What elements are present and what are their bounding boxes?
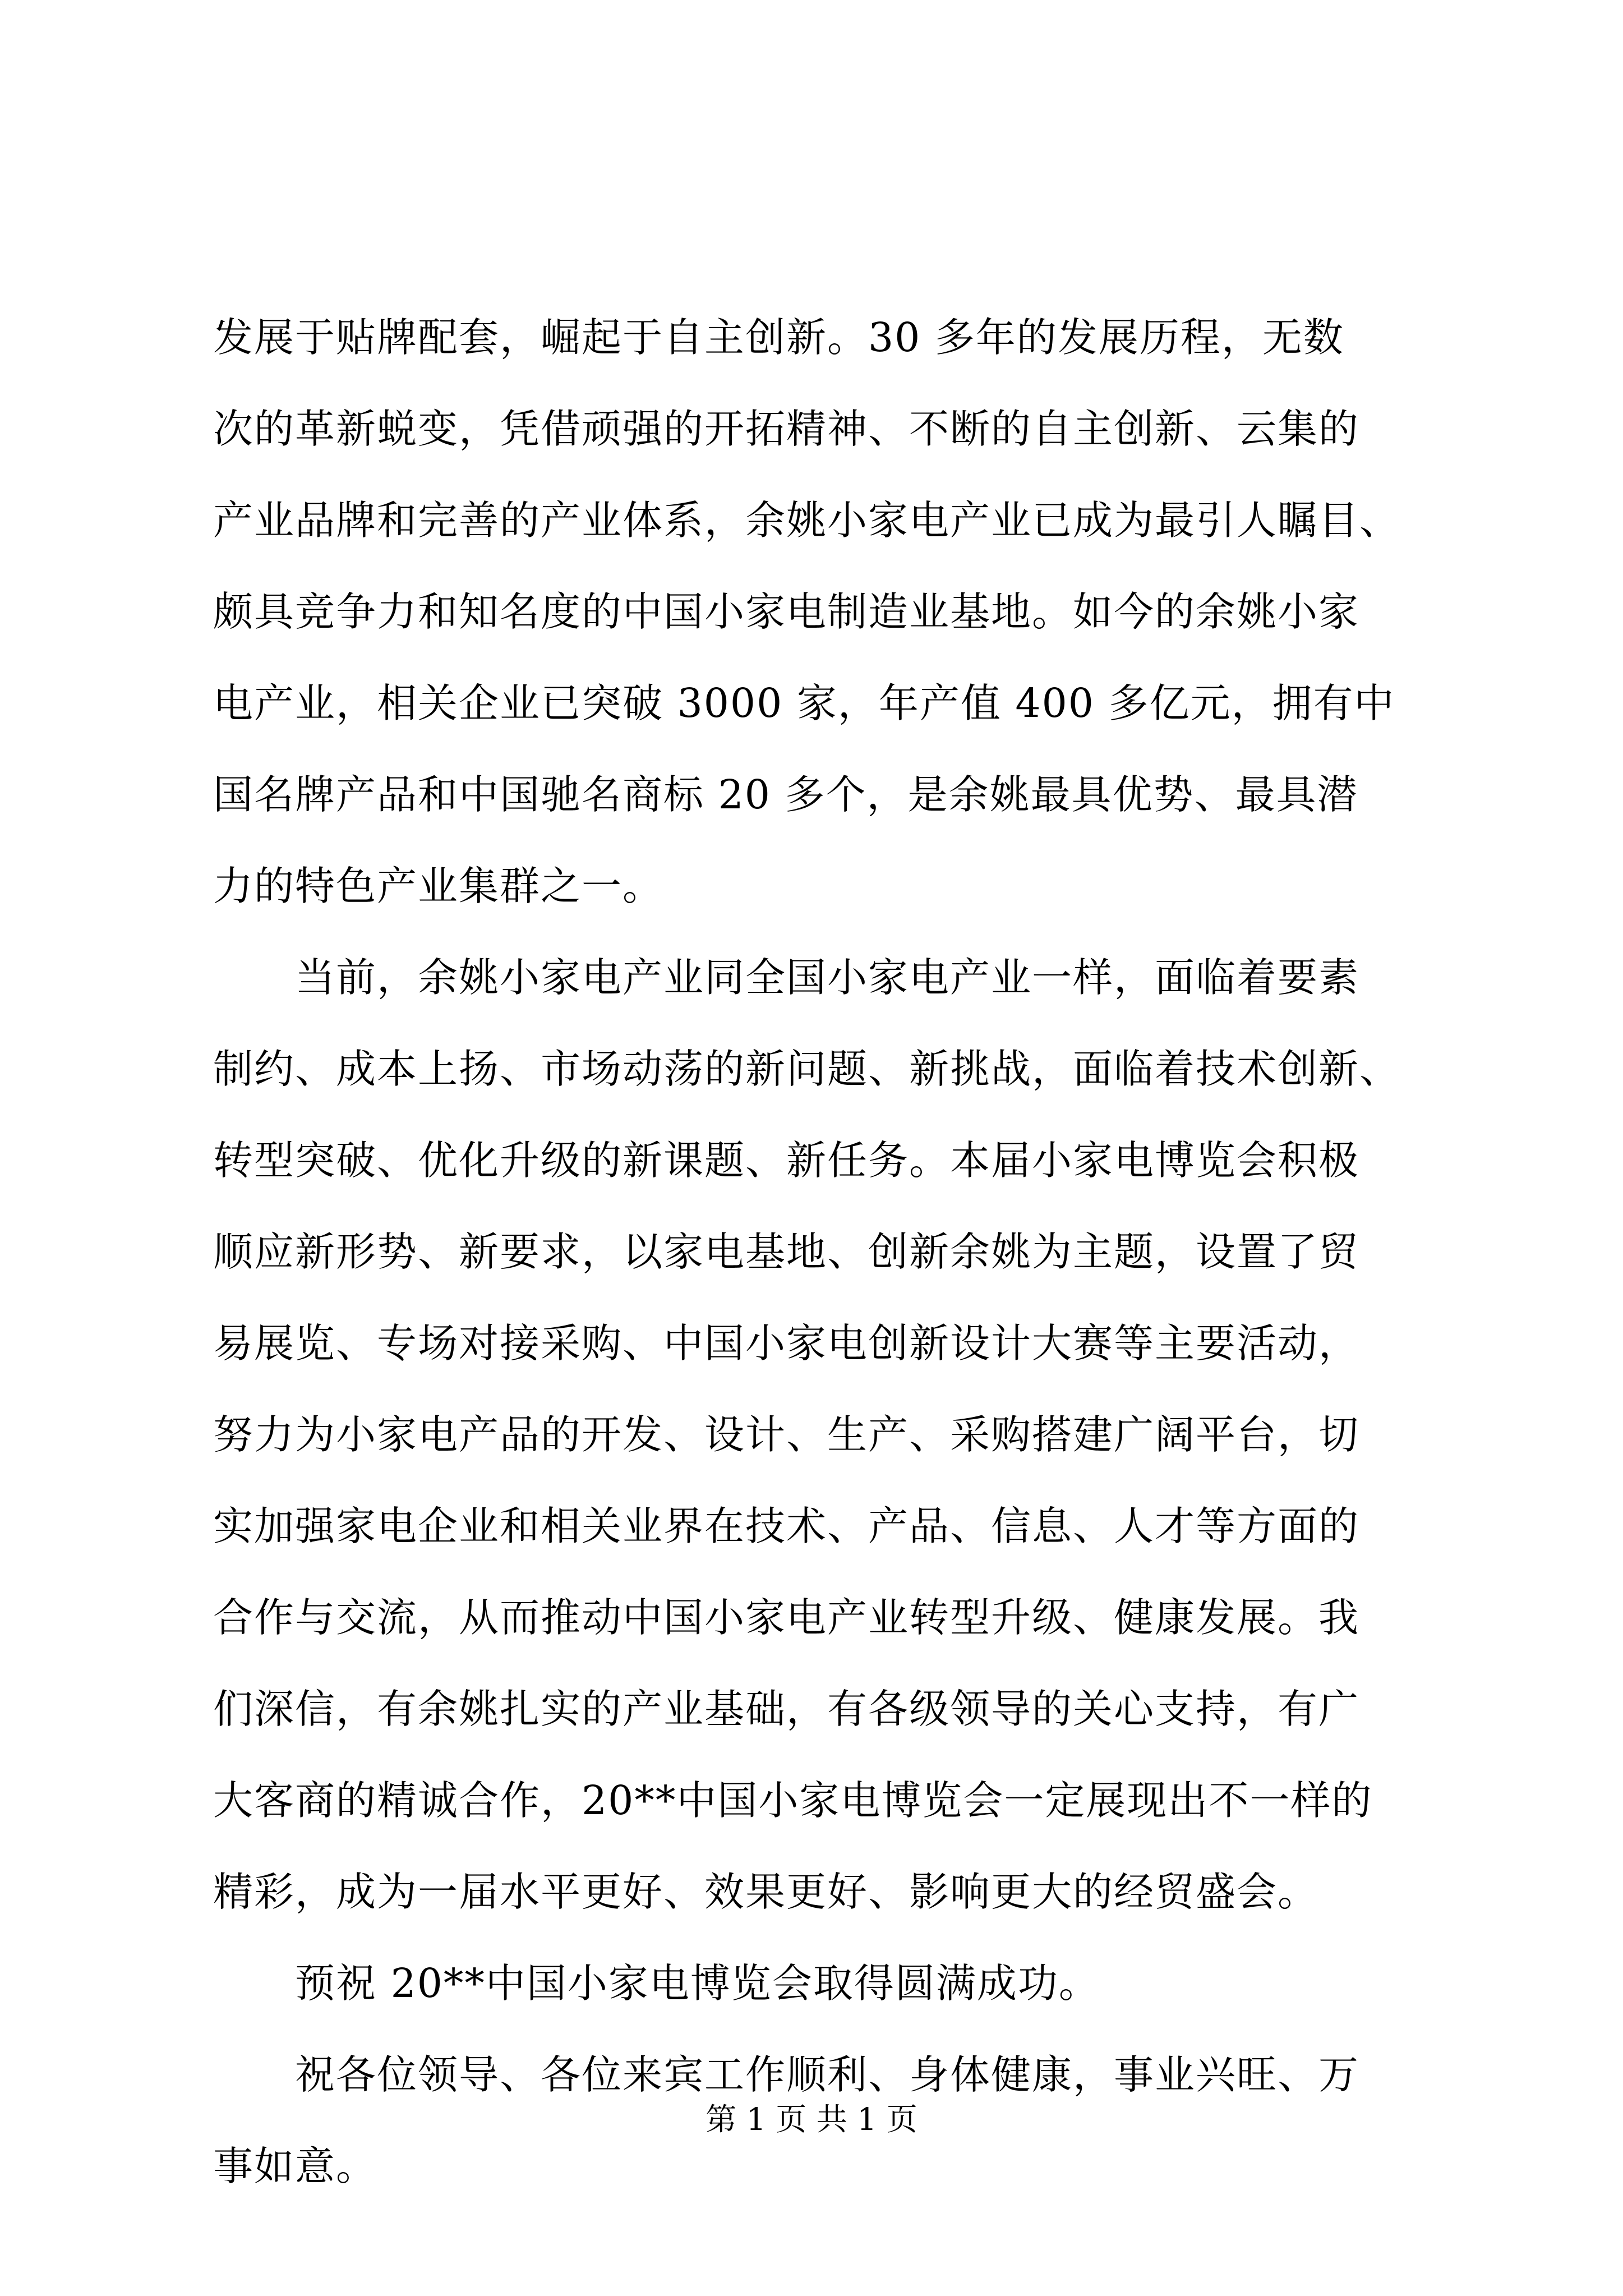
text-line: 实加强家电企业和相关业界在技术、产品、信息、人才等方面的: [213, 1503, 1360, 1549]
text-line: 精彩，成为一届水平更好、效果更好、影响更大的经贸盛会。: [213, 1869, 1319, 1915]
text-line: 转型突破、优化升级的新课题、新任务。本届小家电博览会积极: [213, 1137, 1360, 1184]
text-line: 预祝 20**中国小家电博览会取得圆满成功。: [213, 1960, 1100, 2007]
text-line: 产业品牌和完善的产业体系，余姚小家电产业已成为最引人瞩目、: [213, 497, 1401, 544]
text-line: 力的特色产业集群之一。: [213, 863, 664, 909]
text-line: 易展览、专场对接采购、中国小家电创新设计大赛等主要活动，: [213, 1320, 1360, 1366]
text-line: 祝各位领导、各位来宾工作顺利、身体健康，事业兴旺、万: [213, 2051, 1360, 2098]
text-line: 顺应新形势、新要求，以家电基地、创新余姚为主题，设置了贸: [213, 1228, 1360, 1275]
page-number-footer: 第 1 页 共 1 页: [706, 2101, 917, 2137]
text-line: 当前，余姚小家电产业同全国小家电产业一样，面临着要素: [213, 954, 1360, 1001]
text-line: 国名牌产品和中国驰名商标 20 多个，是余姚最具优势、最具潜: [213, 771, 1358, 818]
text-line: 大客商的精诚合作，20**中国小家电博览会一定展现出不一样的: [213, 1777, 1373, 1824]
text-line: 电产业，相关企业已突破 3000 家，年产值 400 多亿元，拥有中: [213, 680, 1395, 726]
text-line: 颇具竞争力和知名度的中国小家电制造业基地。如今的余姚小家: [213, 588, 1360, 635]
text-line: 发展于贴牌配套，崛起于自主创新。30 多年的发展历程，无数: [213, 314, 1344, 361]
document-body: [213, 292, 1419, 2212]
text-line: 事如意。: [213, 2143, 377, 2189]
text-line: 努力为小家电产品的开发、设计、生产、采购搭建广阔平台，切: [213, 1411, 1360, 1458]
text-line: 合作与交流，从而推动中国小家电产业转型升级、健康发展。我: [213, 1594, 1360, 1641]
text-line: 次的革新蜕变，凭借顽强的开拓精神、不断的自主创新、云集的: [213, 406, 1360, 452]
text-line: 制约、成本上扬、市场动荡的新问题、新挑战，面临着技术创新、: [213, 1046, 1401, 1092]
text-line: 们深信，有余姚扎实的产业基础，有各级领导的关心支持，有广: [213, 1686, 1360, 1732]
